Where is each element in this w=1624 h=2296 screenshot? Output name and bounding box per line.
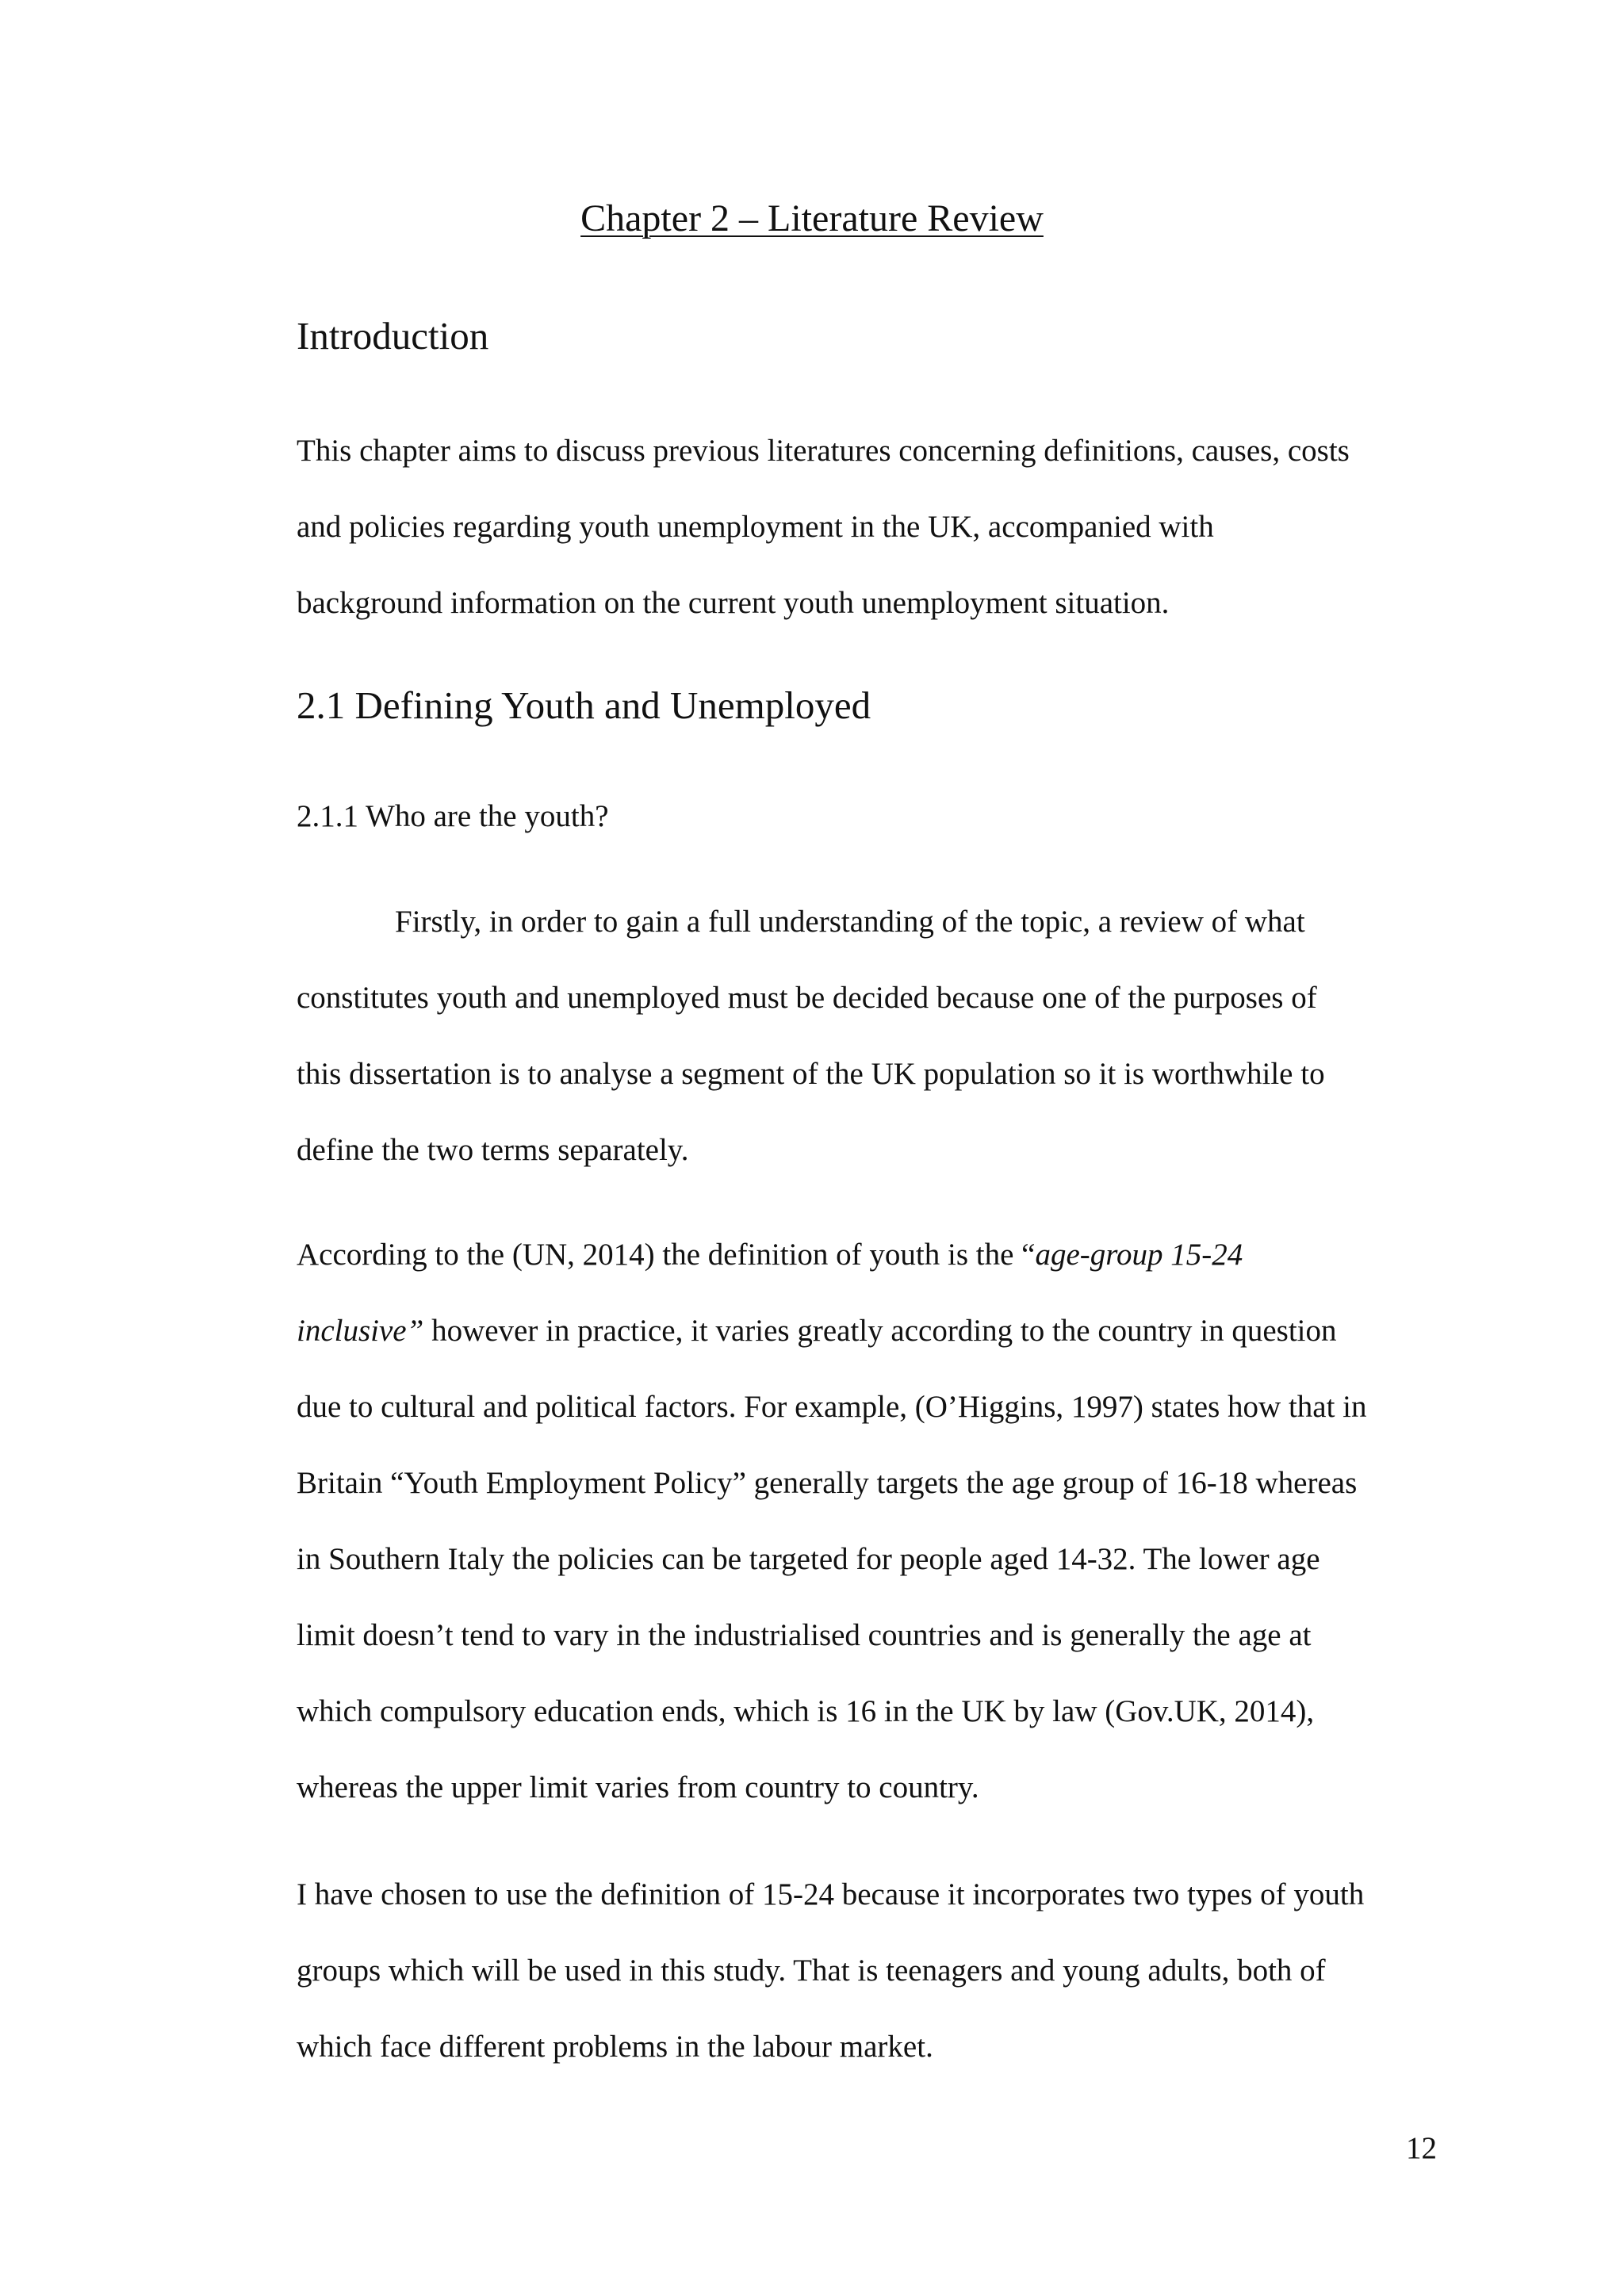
chapter-title xyxy=(0,192,1624,246)
page-number: 12 xyxy=(1406,2131,1437,2165)
section-2-1-1-heading: 2.1.1 Who are the youth? xyxy=(297,799,609,833)
paragraph-line: background information on the current youth unemployment situation. xyxy=(297,586,1170,620)
paragraph-line: and policies regarding youth unemployment in the UK, accompanied with xyxy=(297,510,1214,544)
youth-paragraph-3 xyxy=(297,1857,1435,2085)
paragraph-line xyxy=(297,1293,1435,1369)
quoted-definition: inclusive” xyxy=(297,1314,424,1348)
paragraph-line: This chapter aims to discuss previous literatures concerning definitions, causes, costs xyxy=(297,434,1350,468)
paragraph-line: due to cultural and political factors. For example, (O’Higgins, 1997) states how that in xyxy=(297,1390,1367,1424)
quoted-definition: age-group 15-24 xyxy=(1035,1238,1243,1272)
paragraph-line: Firstly, in order to gain a full understanding of the topic, a review of what xyxy=(395,905,1305,939)
paragraph-line: in Southern Italy the policies can be targeted for people aged 14-32. The lower age xyxy=(297,1542,1320,1576)
paragraph-line: this dissertation is to analyse a segment of the UK population so it is worthwhile to xyxy=(297,1057,1325,1091)
youth-paragraph-1 xyxy=(297,884,1435,1188)
paragraph-line: constitutes youth and unemployed must be decided because one of the purposes of xyxy=(297,981,1317,1015)
paragraph-line xyxy=(297,1217,1435,1293)
paragraph-line: groups which will be used in this study. That is teenagers and young adults, both of xyxy=(297,1954,1326,1988)
paragraph-line: define the two terms separately. xyxy=(297,1133,689,1167)
paragraph-line: I have chosen to use the definition of 15-24 because it incorporates two types of youth xyxy=(297,1877,1365,1911)
paragraph-line: limit doesn’t tend to vary in the industrialised countries and is generally the age at xyxy=(297,1618,1312,1652)
youth-paragraph-2 xyxy=(297,1217,1435,1826)
line-text: however in practice, it varies greatly according to the country in question xyxy=(423,1314,1337,1348)
paragraph-line: which face different problems in the labour market. xyxy=(297,2030,933,2064)
introduction-heading: Introduction xyxy=(297,314,489,358)
introduction-paragraph xyxy=(297,413,1435,641)
chapter-title-text: Chapter 2 – Literature Review xyxy=(580,197,1044,239)
section-2-1-heading: 2.1 Defining Youth and Unemployed xyxy=(297,683,871,727)
paragraph-line: whereas the upper limit varies from country to country. xyxy=(297,1770,979,1804)
line-text: According to the (UN, 2014) the definition of youth is the “ xyxy=(297,1238,1036,1272)
paragraph-line: Britain “Youth Employment Policy” generally targets the age group of 16-18 whereas xyxy=(297,1466,1358,1500)
paragraph-line: which compulsory education ends, which is 16 in the UK by law (Gov.UK, 2014), xyxy=(297,1694,1315,1728)
